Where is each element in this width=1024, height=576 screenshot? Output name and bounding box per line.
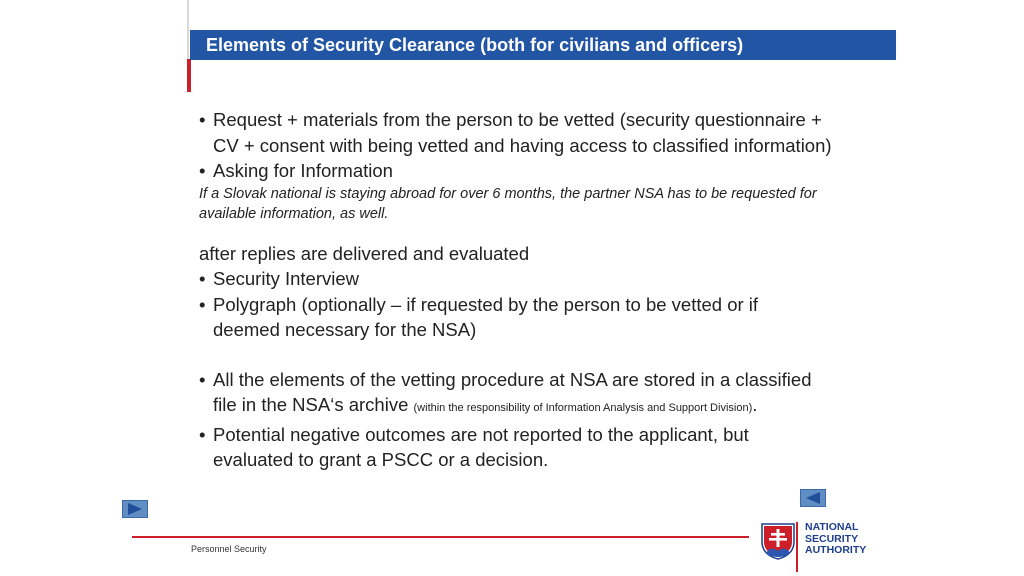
- slovak-coat-of-arms-icon: [760, 522, 796, 560]
- bullet-elements-stored: • All the elements of the vetting procedure at NSA are stored in a classified: [199, 367, 889, 393]
- logo-line-authority: AUTHORITY: [805, 544, 867, 556]
- note-slovak-abroad-cont: available information, as well.: [199, 205, 389, 222]
- next-arrow-icon: [123, 501, 147, 517]
- bullet-polygraph: • Polygraph (optionally – if requested by the person to be vetted or if: [199, 292, 889, 318]
- slide-title: Elements of Security Clearance (both for civilians and officers): [190, 30, 896, 60]
- intro-after-replies: after replies are delivered and evaluated: [199, 242, 530, 264]
- prev-arrow-icon: [801, 490, 825, 506]
- previous-slide-button[interactable]: [800, 489, 826, 507]
- bullet-polygraph-cont: deemed necessary for the NSA): [213, 319, 477, 340]
- bullet-negative-outcomes: • Potential negative outcomes are not reported to the applicant, but: [199, 422, 889, 448]
- bullet-security-interview: • Security Interview: [199, 266, 889, 292]
- archive-responsibility-note: (within the responsibility of Information Analysis and Support Division): [413, 402, 753, 414]
- nsa-logo-text: [805, 522, 866, 557]
- logo-line-national: NATIONAL: [805, 521, 859, 533]
- left-red-accent: [187, 59, 191, 92]
- note-slovak-abroad: If a Slovak national is staying abroad for over 6 months, the partner NSA has to be requested for: [199, 185, 817, 202]
- logo-divider: [796, 522, 798, 572]
- slide-content: [199, 107, 889, 473]
- archive-text: file in the NSA‘s archive: [213, 394, 414, 415]
- bullet-elements-stored-cont: [199, 392, 889, 422]
- archive-period: .: [752, 394, 758, 415]
- bullet-negative-outcomes-cont: evaluated to grant a PSCC or a decision.: [213, 449, 549, 470]
- next-slide-button[interactable]: [122, 500, 148, 518]
- logo-line-security: SECURITY: [805, 532, 859, 545]
- bullet-asking-information: • Asking for Information: [199, 158, 889, 184]
- footer-divider: [132, 536, 749, 538]
- bullet-request-materials: • Request + materials from the person to be vetted (security questionnaire +: [199, 107, 889, 133]
- bullet-request-materials-cont: CV + consent with being vetted and having access to classified information): [213, 134, 832, 156]
- footer-label: Personnel Security: [191, 544, 267, 554]
